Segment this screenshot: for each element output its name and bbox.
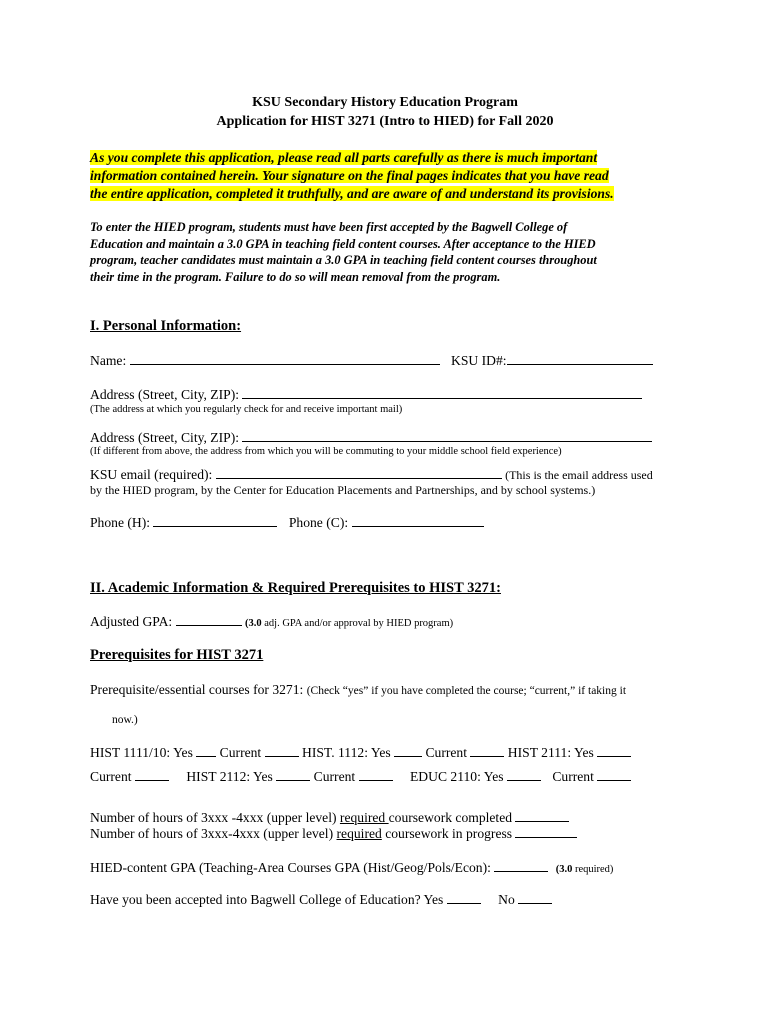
ksuid-label: KSU ID#: bbox=[451, 353, 507, 368]
address1-row bbox=[90, 386, 642, 403]
email-note-continued: by the HIED program, by the Center for Education Placements and Partnerships, and by school systems.) bbox=[90, 483, 596, 497]
email-label: KSU email (required): bbox=[90, 467, 216, 482]
hours-progress-field[interactable] bbox=[515, 825, 577, 838]
gpa-note: adj. GPA and/or approval by HIED program) bbox=[261, 618, 454, 629]
hist2112-current-field[interactable] bbox=[359, 768, 393, 781]
document-title: KSU Secondary History Education Program bbox=[252, 95, 518, 110]
prereq-instructions: (Check “yes” if you have completed the course; “current,” if taking it bbox=[306, 685, 627, 697]
hist2111-current-field[interactable] bbox=[135, 768, 169, 781]
address1-note: (The address at which you regularly check for and receive important mail) bbox=[90, 404, 403, 415]
content-gpa-note-bold: (3.0 bbox=[555, 864, 573, 875]
hours-progress-row bbox=[90, 825, 577, 842]
hist1112-label: HIST. 1112: Yes bbox=[302, 745, 391, 760]
content-gpa-row bbox=[90, 859, 613, 876]
hours-progress-label-end: coursework in progress bbox=[381, 826, 516, 841]
highlight-line-3: the entire application, completed it truthfully, and are aware of and understand its provisions. bbox=[90, 186, 614, 201]
name-field[interactable] bbox=[130, 352, 440, 365]
name-row bbox=[90, 352, 653, 369]
gpa-field[interactable] bbox=[176, 613, 242, 626]
hist2111-label: HIST 2111: Yes bbox=[507, 745, 594, 760]
hours-completed-label-end: coursework completed bbox=[388, 810, 516, 825]
admission-notice bbox=[90, 219, 675, 285]
address1-field[interactable] bbox=[242, 386, 642, 399]
bagwell-question: Have you been accepted into Bagwell College of Education? Yes bbox=[90, 892, 447, 907]
hours-progress-required: required bbox=[336, 826, 382, 841]
hours-completed-label: Number of hours of 3xxx -4xxx (upper level) bbox=[90, 810, 340, 825]
gpa-note-bold: (3.0 bbox=[245, 618, 262, 629]
gpa-row bbox=[90, 613, 453, 630]
phone-home-field[interactable] bbox=[153, 514, 277, 527]
educ2110-current-label: Current bbox=[552, 769, 594, 784]
bagwell-row bbox=[90, 891, 552, 908]
hist1111-current-field[interactable] bbox=[265, 744, 299, 757]
phone-cell-field[interactable] bbox=[352, 514, 484, 527]
educ2110-current-field[interactable] bbox=[597, 768, 631, 781]
section-academic-heading: II. Academic Information & Required Prerequisites to HIST 3271: bbox=[90, 580, 501, 596]
email-row bbox=[90, 466, 653, 483]
hist1111-label: HIST 1111/10: Yes bbox=[90, 745, 193, 760]
bagwell-no-field[interactable] bbox=[518, 891, 552, 904]
hist1112-current-field[interactable] bbox=[470, 744, 504, 757]
hist1112-yes-field[interactable] bbox=[394, 744, 422, 757]
notice-line-2: Education and maintain a 3.0 GPA in teaching field content courses. After acceptance to the HIED bbox=[90, 236, 596, 251]
hours-completed-row bbox=[90, 809, 569, 826]
prereq-instructions-continued: now.) bbox=[112, 714, 138, 726]
notice-line-1: To enter the HIED program, students must have been first accepted by the Bagwell College of bbox=[90, 220, 568, 234]
bagwell-yes-field[interactable] bbox=[447, 891, 481, 904]
hours-completed-required: required bbox=[339, 810, 389, 825]
hist2112-yes-field[interactable] bbox=[276, 768, 310, 781]
email-note: (This is the email address used bbox=[505, 468, 653, 482]
content-gpa-field[interactable] bbox=[494, 859, 548, 872]
prereq-intro: Prerequisite/essential courses for 3271: bbox=[90, 682, 307, 697]
hist2112-current-label: Current bbox=[313, 769, 356, 784]
phone-cell-label: Phone (C): bbox=[288, 515, 352, 530]
highlight-line-1: As you complete this application, please read all parts carefully as there is much important bbox=[90, 150, 598, 165]
educ2110-yes-field[interactable] bbox=[507, 768, 541, 781]
hist2111-current-label: Current bbox=[90, 769, 132, 784]
notice-line-4: their time in the program. Failure to do so will mean removal from the program. bbox=[90, 269, 501, 284]
hist2111-yes-field[interactable] bbox=[597, 744, 631, 757]
content-gpa-label: HIED-content GPA (Teaching-Area Courses GPA (Hist/Geog/Pols/Econ): bbox=[90, 860, 495, 875]
name-label: Name: bbox=[90, 353, 130, 368]
address1-label: Address (Street, City, ZIP): bbox=[90, 387, 243, 402]
content-gpa-note: required) bbox=[572, 864, 614, 875]
prerequisites-heading: Prerequisites for HIST 3271 bbox=[90, 647, 264, 663]
courses-row-2 bbox=[90, 768, 631, 785]
hours-completed-field[interactable] bbox=[515, 809, 569, 822]
section-personal-heading: I. Personal Information: bbox=[90, 318, 242, 334]
hours-progress-label: Number of hours of 3xxx-4xxx (upper level) bbox=[90, 826, 337, 841]
prereq-intro-row bbox=[90, 682, 626, 698]
gpa-label: Adjusted GPA: bbox=[90, 614, 176, 629]
hist1112-current-label: Current bbox=[425, 745, 467, 760]
address2-row bbox=[90, 429, 652, 446]
address2-note: (If different from above, the address from which you will be commuting to your middle school field experience) bbox=[90, 446, 562, 457]
address2-field[interactable] bbox=[242, 429, 652, 442]
phone-home-label: Phone (H): bbox=[90, 515, 154, 530]
address2-label: Address (Street, City, ZIP): bbox=[90, 430, 243, 445]
educ2110-label: EDUC 2110: Yes bbox=[410, 769, 504, 784]
hist2112-label: HIST 2112: Yes bbox=[186, 769, 273, 784]
phone-row bbox=[90, 514, 484, 531]
bagwell-no-label: No bbox=[498, 892, 519, 907]
ksuid-field[interactable] bbox=[507, 352, 653, 365]
hist1111-yes-field[interactable] bbox=[196, 744, 216, 757]
document-subtitle: Application for HIST 3271 (Intro to HIED) for Fall 2020 bbox=[216, 114, 554, 129]
email-field[interactable] bbox=[216, 466, 502, 479]
hist1111-current-label: Current bbox=[219, 745, 262, 760]
highlight-line-2: information contained herein. Your signature on the final pages indicates that you have read bbox=[90, 168, 609, 183]
notice-line-3: program, teacher candidates must maintain a 3.0 GPA in teaching field content courses throughout bbox=[90, 253, 597, 267]
courses-row-1 bbox=[90, 744, 631, 761]
